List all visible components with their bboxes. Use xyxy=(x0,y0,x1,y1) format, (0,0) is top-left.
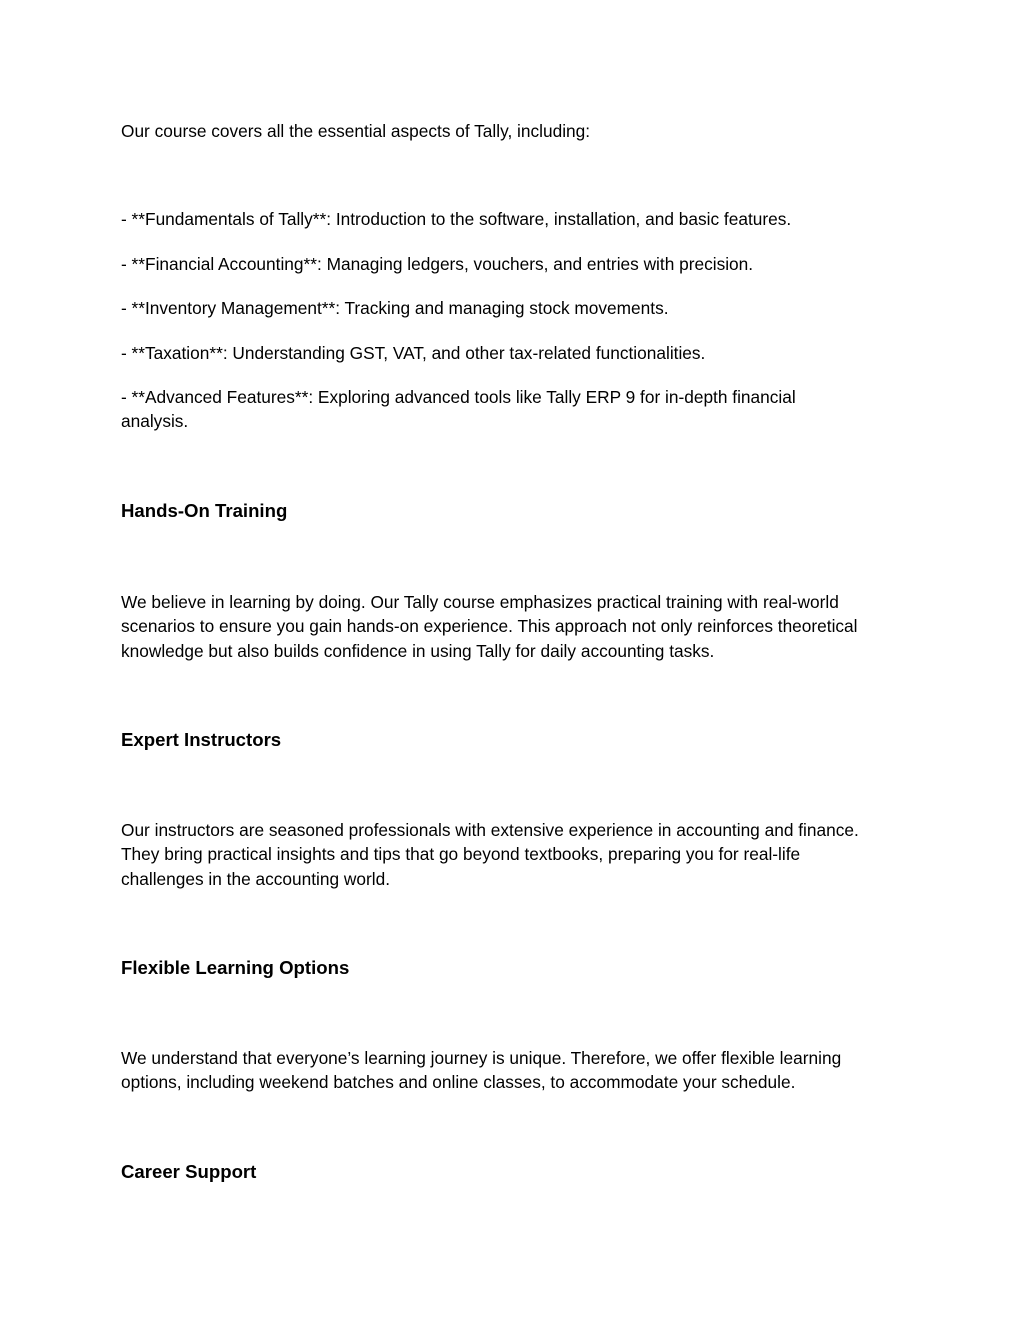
paragraph-expert-instructors: Our instructors are seasoned professionals with extensive experience in accounting and finance. They bring practical insights and tips that go beyond textbooks, preparing you for real-life challenges in the accounting world. xyxy=(121,820,859,889)
list-item-fundamentals: - **Fundamentals of Tally**: Introduction to the software, installation, and basic features. xyxy=(121,209,792,229)
list-item-advanced-features: - **Advanced Features**: Exploring advanced tools like Tally ERP 9 for in-depth financial analysis. xyxy=(121,387,796,432)
heading-career-support: Career Support xyxy=(121,1161,257,1182)
intro-paragraph: Our course covers all the essential aspects of Tally, including: xyxy=(121,121,591,141)
heading-expert-instructors: Expert Instructors xyxy=(121,729,282,750)
list-item-financial-accounting: - **Financial Accounting**: Managing ledgers, vouchers, and entries with precision. xyxy=(121,254,754,274)
list-item-taxation: - **Taxation**: Understanding GST, VAT, and other tax-related functionalities. xyxy=(121,343,706,363)
paragraph-flexible-learning-options: We understand that everyone’s learning journey is unique. Therefore, we offer flexible learning options, including weekend batches and online classes, to accommodate your schedule. xyxy=(121,1048,842,1093)
heading-hands-on-training: Hands-On Training xyxy=(121,500,288,521)
list-item-inventory-management: - **Inventory Management**: Tracking and managing stock movements. xyxy=(121,298,669,318)
paragraph-hands-on-training: We believe in learning by doing. Our Tally course emphasizes practical training with real-world scenarios to ensure you gain hands-on experience. This approach not only reinforces theoretical knowledge but also builds confidence in using Tally for daily accounting tasks. xyxy=(121,592,858,661)
heading-flexible-learning-options: Flexible Learning Options xyxy=(121,957,350,978)
